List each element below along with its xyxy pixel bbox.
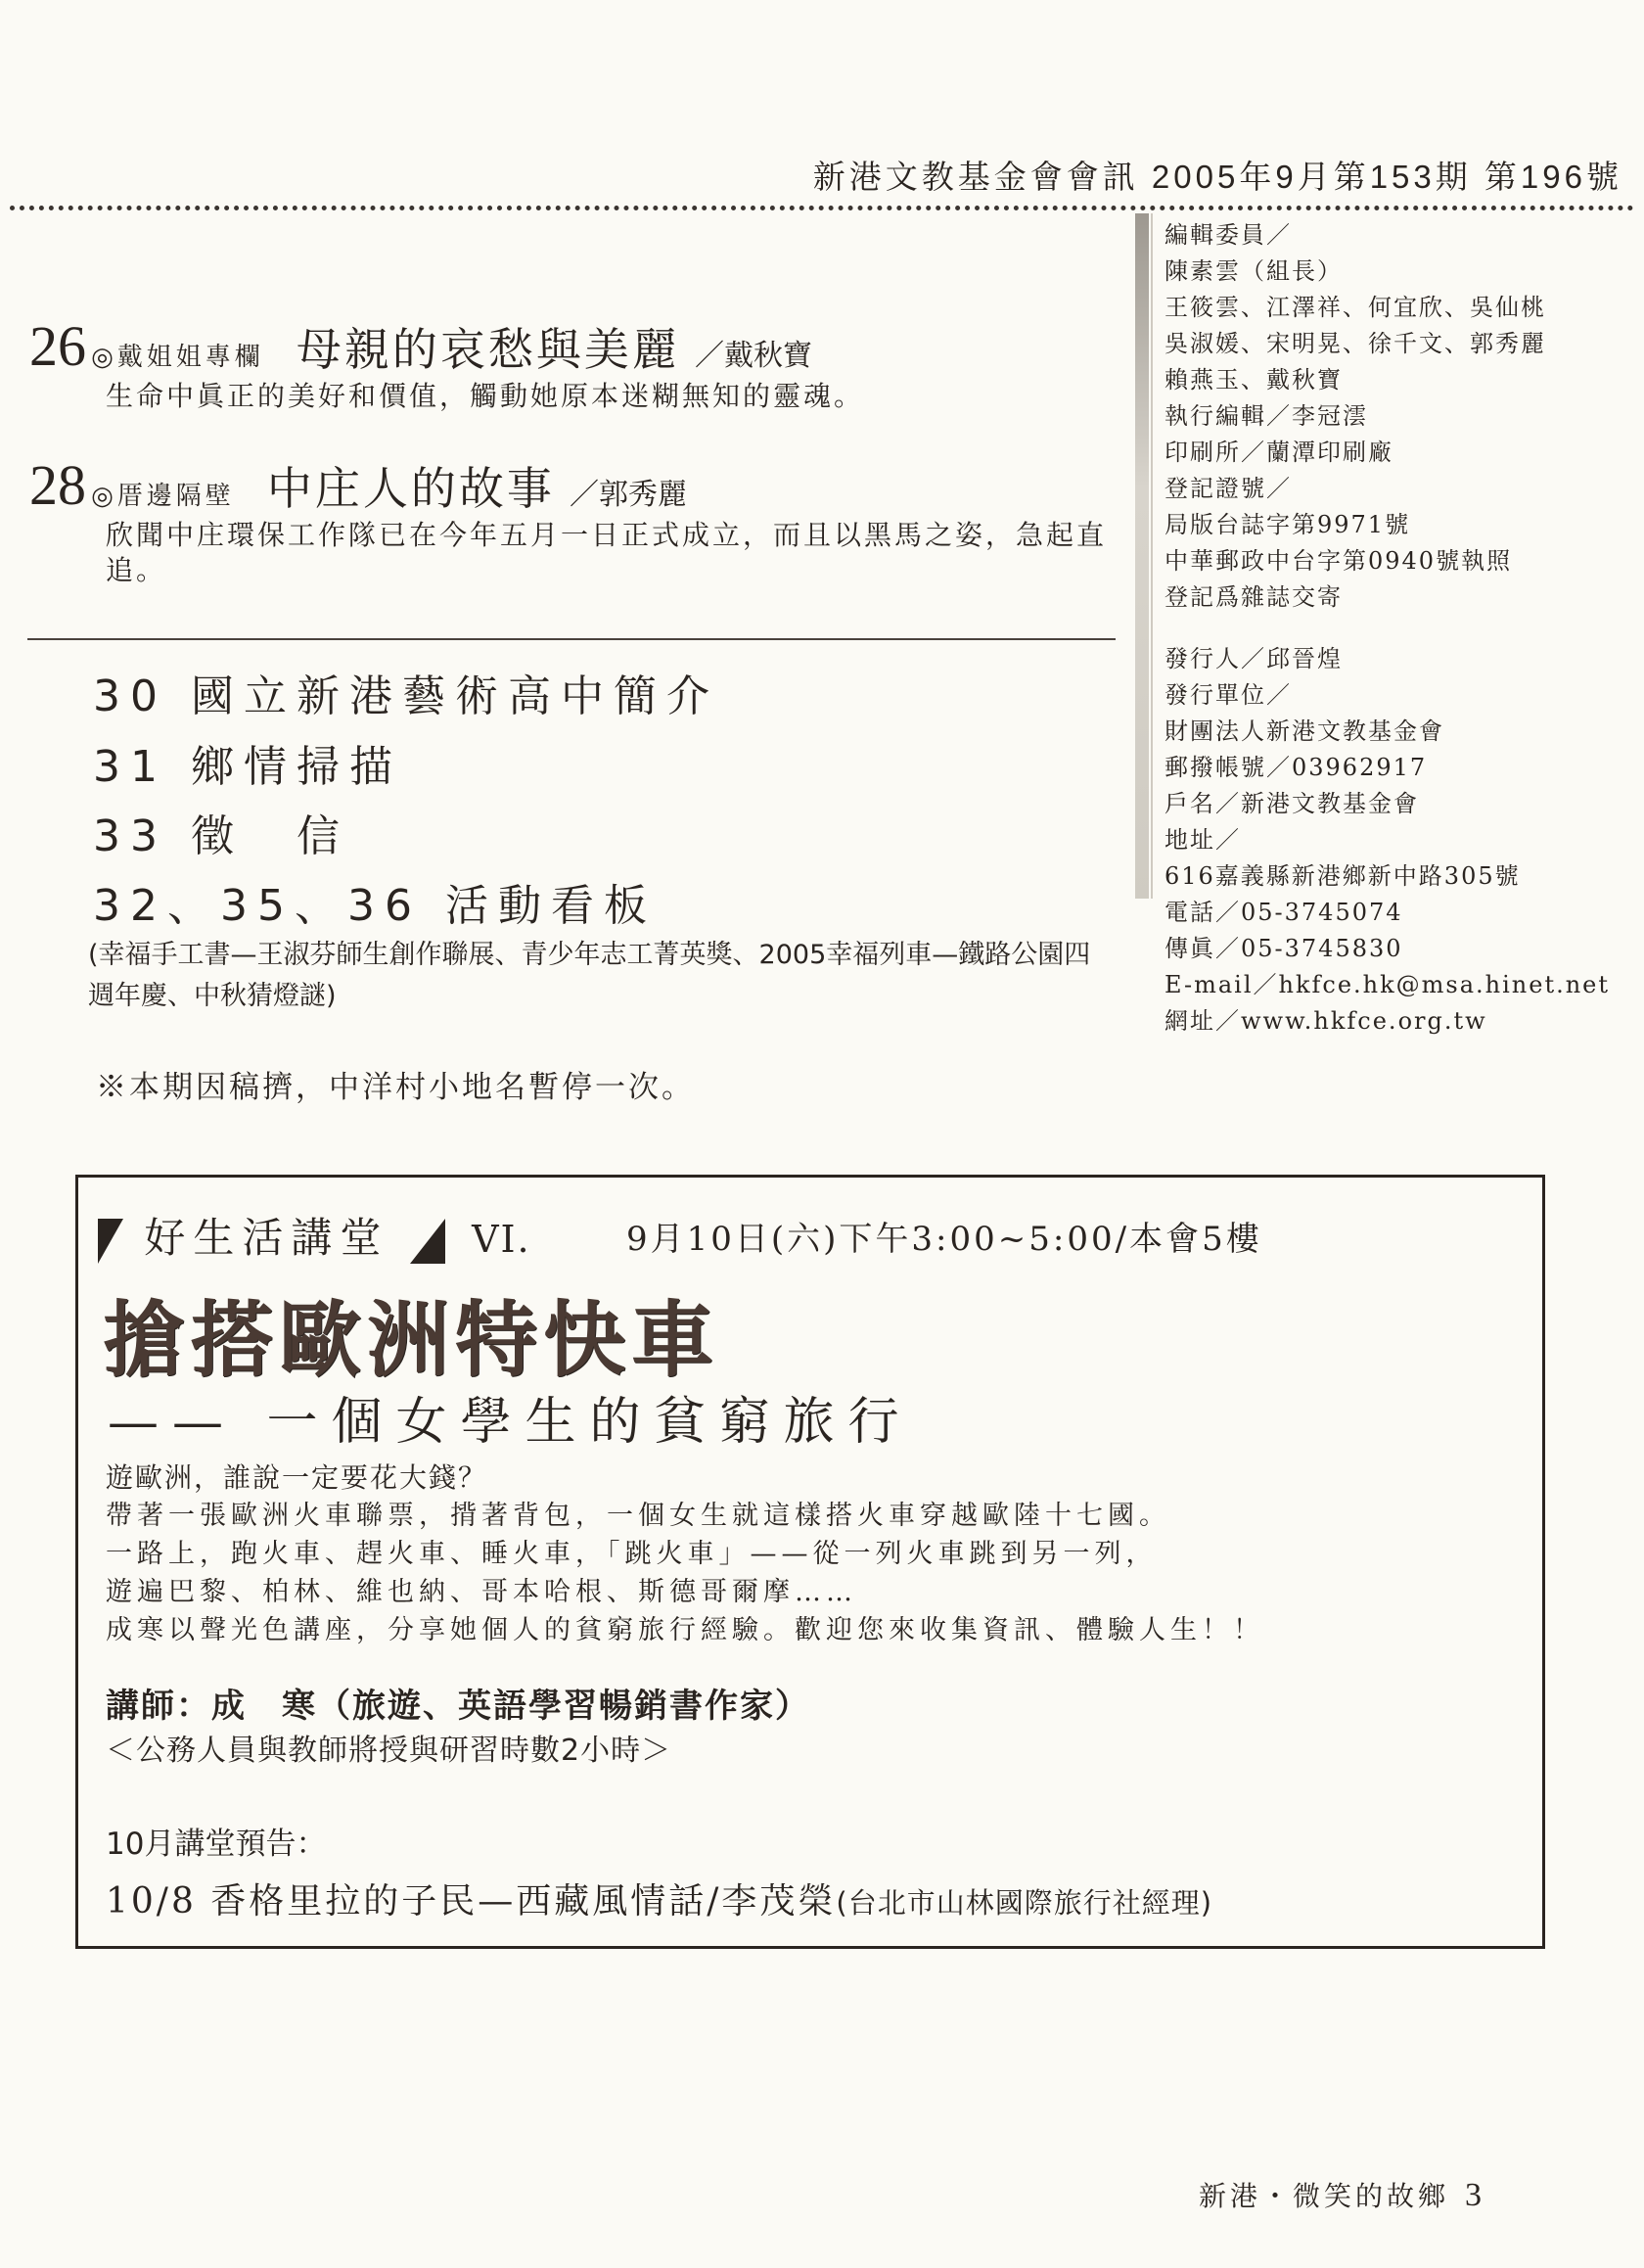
section-divider — [27, 638, 1116, 640]
credit-line: 王筱雲、江澤祥、何宜欣、吳仙桃 — [1164, 294, 1546, 321]
description-line: 一路上，跑火車、趕火車、睡火車，「跳火車」——從一列火車跳到另一列， — [106, 1539, 1158, 1569]
dotted-divider — [10, 206, 1634, 210]
footer-text: 新港・微笑的故鄉 — [1199, 2180, 1450, 2212]
article-summary: 欣聞中庄環保工作隊已在今年五月一日正式成立，而且以黑馬之姿，急起直追。 — [106, 519, 1108, 586]
credit-line: 616嘉義縣新港鄉新中路305號 — [1164, 862, 1521, 890]
article-entry — [29, 452, 1125, 588]
credit-line: 傳眞／05-3745830 — [1164, 935, 1403, 962]
event-title: 搶搭歐洲特快車 — [103, 1292, 720, 1388]
preview-title: 10/8 香格里拉的子民—西藏風情話/李茂榮 — [106, 1881, 837, 1921]
credit-line: 局版台誌字第9971號 — [1164, 511, 1411, 538]
preview-heading: 10月講堂預告： — [106, 1827, 327, 1862]
credit-line: 地址／ — [1164, 826, 1241, 854]
sidebar-bar — [1135, 213, 1149, 899]
article-column: ◎厝邊隔壁 — [91, 482, 235, 511]
credit-line: 發行人／邱晉煌 — [1164, 645, 1343, 672]
article-page-number: 26 — [29, 314, 86, 378]
credit-email[interactable]: E-mail／hkfce.hk@msa.hinet.net — [1164, 971, 1611, 998]
masthead-credits — [1164, 217, 1624, 1040]
toc-item: 32、35、36 活動看板 — [93, 881, 657, 931]
event-datetime: 9月10日(六)下午3:00~5:00/本會5樓 — [626, 1220, 1262, 1259]
article-author: ／戴秋寶 — [694, 339, 812, 373]
credit-line: 陳素雲（組長） — [1164, 257, 1343, 285]
triangle-mark — [98, 1219, 123, 1264]
credit-line: 登記爲雜誌交寄 — [1164, 583, 1343, 611]
article-entry — [29, 313, 1125, 414]
series-name: 好生活講堂 — [144, 1214, 389, 1262]
event-credit-hours: ＜公務人員與教師將授與研習時數2小時＞ — [106, 1734, 672, 1768]
preview-entry — [106, 1874, 1212, 1923]
page-footer — [1199, 2175, 1485, 2214]
preview-note: (台北市山林國際旅行社經理) — [836, 1886, 1213, 1920]
credit-line: 郵撥帳號／03962917 — [1164, 754, 1428, 781]
article-title: 母親的哀愁與美麗 — [296, 323, 680, 376]
article-title: 中庄人的故事 — [266, 462, 555, 515]
article-summary: 生命中眞正的美好和價值，觸動她原本迷糊無知的靈魂。 — [106, 380, 865, 412]
credit-line: 編輯委員／ — [1164, 221, 1292, 249]
toc-item: 30 國立新港藝術高中簡介 — [93, 671, 719, 721]
editor-note: ※本期因稿擠，中洋村小地名暫停一次。 — [96, 1070, 695, 1105]
credit-line: 財團法人新港文教基金會 — [1164, 717, 1444, 745]
description-line: 遊遍巴黎、柏林、維也納、哥本哈根、斯德哥爾摩…… — [106, 1577, 857, 1607]
series-number: VI. — [472, 1218, 531, 1261]
credit-line: 發行單位／ — [1164, 681, 1292, 709]
credit-line: 吳淑媛、宋明晃、徐千文、郭秀麗 — [1164, 330, 1546, 357]
description-line: 帶著一張歐洲火車聯票，揹著背包，一個女生就這樣搭火車穿越歐陸十七國。 — [106, 1501, 1170, 1531]
toc-subtext: (幸福手工書—王淑芬師生創作聯展、青少年志工菁英獎、2005幸福列車—鐵路公園四週年慶、中秋猜燈謎) — [88, 940, 1091, 1011]
article-page-number: 28 — [29, 453, 86, 517]
toc-item: 33 徵 信 — [93, 811, 349, 861]
credit-line: 戶名／新港文教基金會 — [1164, 790, 1419, 817]
event-description — [106, 1458, 1515, 1649]
credit-line: 電話／05-3745074 — [1164, 899, 1403, 926]
credit-website[interactable]: 網址／www.hkfce.org.tw — [1164, 1007, 1487, 1035]
event-subtitle: —— 一個女學生的貧窮旅行 — [108, 1393, 913, 1452]
event-lecturer: 講師：成 寒（旅遊、英語學習暢銷書作家） — [106, 1687, 810, 1726]
credit-line: 中華郵政中台字第0940號執照 — [1164, 547, 1513, 575]
page-number: 3 — [1465, 2177, 1486, 2213]
sidebar-bar-edge — [1151, 213, 1153, 899]
article-column: ◎戴姐姐專欄 — [91, 343, 264, 372]
description-line: 遊歐洲，誰說一定要花大錢？ — [106, 1461, 488, 1494]
description-line: 成寒以聲光色講座，分享她個人的貧窮旅行經驗。歡迎您來收集資訊、體驗人生！！ — [106, 1615, 1264, 1645]
credit-line: 執行編輯／李冠澐 — [1164, 402, 1368, 430]
issue-header: 新港文教基金會會訊 2005年9月第153期 第196號 — [812, 159, 1622, 195]
event-series — [98, 1206, 531, 1265]
credit-line: 登記證號／ — [1164, 475, 1292, 502]
credit-line: 賴燕玉、戴秋寶 — [1164, 366, 1343, 393]
toc-item: 31 鄉情掃描 — [93, 742, 402, 792]
credit-line: 印刷所／蘭潭印刷廠 — [1164, 439, 1393, 466]
triangle-mark — [410, 1219, 445, 1264]
article-author: ／郭秀麗 — [569, 478, 687, 512]
